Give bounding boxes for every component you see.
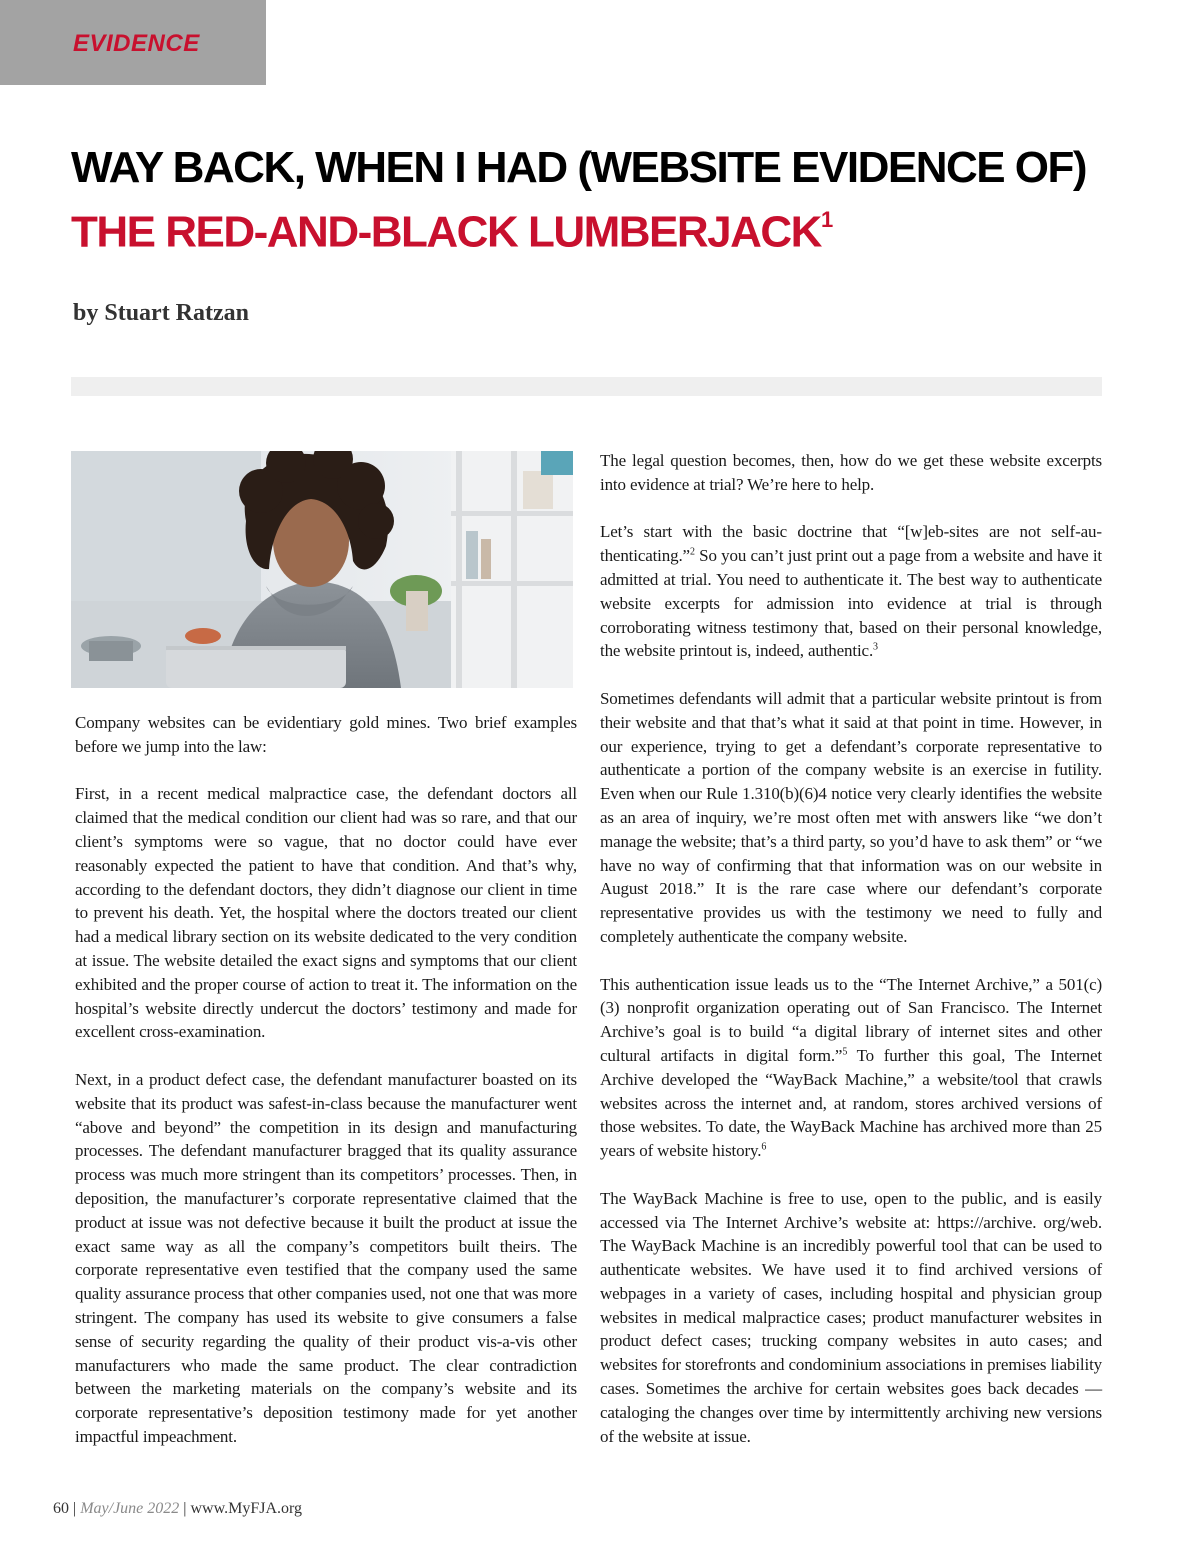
footer-separator: | — [69, 1500, 81, 1517]
paragraph-text: This authentication issue leads us to the “The Internet Archive,” a 501(c)(3) nonprofit organization operating out of San Francisco. The Internet Archive’s goal is to build “a digital library of internet sites and other cultural artifacts in digital form.” — [600, 974, 1102, 1065]
right-column — [600, 449, 1102, 1472]
section-label: EVIDENCE — [73, 30, 200, 57]
title-footnote-marker: 1 — [820, 207, 834, 232]
title-line-2-text: THE RED-AND-BLACK LUMBERJACK — [71, 207, 821, 257]
article-photo — [71, 451, 573, 688]
footer-separator: | — [179, 1500, 191, 1517]
title-line-1: WAY BACK, WHEN I HAD (WEBSITE EVIDENCE OF) — [71, 143, 1087, 192]
paragraph: Company websites can be evidentiary gold mines. Two brief examples before we jump into the law: — [75, 713, 577, 756]
footnote-marker: 3 — [873, 641, 878, 653]
paragraph — [600, 973, 1102, 1163]
divider-bar — [71, 377, 1102, 396]
title-line-2 — [71, 196, 1151, 261]
paragraph-text: So you can’t just print out a page from a website and have it admitted at trial. You need to authenticate it. The best way to authenticate website excerpts for admission into evidence at trial is through corroborating witness testimony that, based on their personal knowledge, the website printout is, indeed, authentic. — [600, 546, 1102, 661]
byline: by Stuart Ratzan — [73, 300, 250, 326]
left-column — [75, 711, 577, 1473]
footnote-marker: 6 — [761, 1141, 767, 1153]
website-url: www.MyFJA.org — [190, 1500, 303, 1517]
section-tab — [0, 0, 266, 85]
paragraph-text: To further this goal, The Internet Archive developed the “WayBack Machine,” a website/tool that crawls websites across the internet and, at random, stores archived versions of those websites. To date, the WayBack Machine has archived more than 25 years of website history. — [600, 1045, 1102, 1161]
article-title — [71, 140, 1151, 261]
paragraph: First, in a recent medical malpractice case, the defendant doctors all claimed that the medical condition our client had was so rare, and that our client’s symptoms were so vague, that no doctor could have ever reasonably expected the patient to have that condition. And that’s why, according to the defendant doctors, they didn’t diagnose our client in time to prevent his death. Yet, the hospital where the doctors treated our client had a medical library section on its website dedicated to the very condition at issue. The website detailed the exact signs and symptoms that our client exhibited and the proper course of action to treat it. The information on the hospital’s website directly undercut the doctors’ testimony and made for excellent cross-examination. — [75, 784, 577, 1042]
paragraph: Sometimes defendants will admit that a particular website printout is from their website and that that’s what it said at that point in time. However, in our experience, trying to get a defendant’s corporate representative to authenticate a portion of the company website is an exercise in futility. Even when our Rule 1.310(b)(6)4 notice very clearly identifies the website as an area of inquiry, we’re most often met with answers like “we don’t manage the website; that’s a third party, so you’d have to ask them” or “we have no way of confirming that that information was on our website in August 2018.” It is the rare case where our defendant’s corporate representative provides us with the testimony we need to fully and completely authenticate the company website. — [600, 688, 1102, 946]
page-number: 60 — [53, 1500, 69, 1517]
footnote-marker: 5 — [842, 1046, 848, 1058]
paragraph: The legal question becomes, then, how do we get these website excerpts into evidence at trial? We’re here to help. — [600, 451, 1102, 494]
paragraph-text: Let’s start with the basic doctrine that “[w]eb-sites are not self-authenticating.” — [600, 522, 1102, 566]
footnote-marker: 2 — [689, 546, 695, 558]
paragraph: The WayBack Machine is free to use, open to the public, and is easily accessed via The Internet Archive’s website at: https://archive. org/web. The WayBack Machine is an incredibly powerful tool that can be used to authenticate websites. We have used it to find archived versions of webpages in a variety of cases, including hospital and physician group websites in medical malpractice cases; product manufacturer websites in product defect cases; trucking company websites in auto cases; and websites for storefronts and condominium associations in premises liability cases. Sometimes the archive for certain websites goes back decades — cataloging the changes over time by intermittently archiving new versions of the website at issue. — [600, 1188, 1102, 1446]
page-footer — [53, 1500, 302, 1518]
paragraph: Next, in a product defect case, the defendant manufacturer boasted on its website that its product was safest-in-class because the manufacturer went “above and beyond” the competition in its design and manufacturing processes. The defendant manufacturer bragged that its quality assurance process was much more stringent than its competitors’ processes. Then, in deposition, the manufacturer’s corporate representative claimed that the product at issue was not defective because it built the product at issue the exact same way as all the company’s competitors built theirs. The corporate representative even testified that the company used the same quality assurance process that other companies used, not one that was more stringent. The company has used its website to give consumers a false sense of security regarding the quality of their product vis-a-vis other manufacturers who made the same product. The clear contradiction between the marketing materials on the company’s website and its corporate representative’s deposition testimony made for yet another impactful impeachment. — [75, 1069, 577, 1446]
issue-date: May/June 2022 — [80, 1500, 180, 1517]
paragraph — [600, 520, 1102, 663]
